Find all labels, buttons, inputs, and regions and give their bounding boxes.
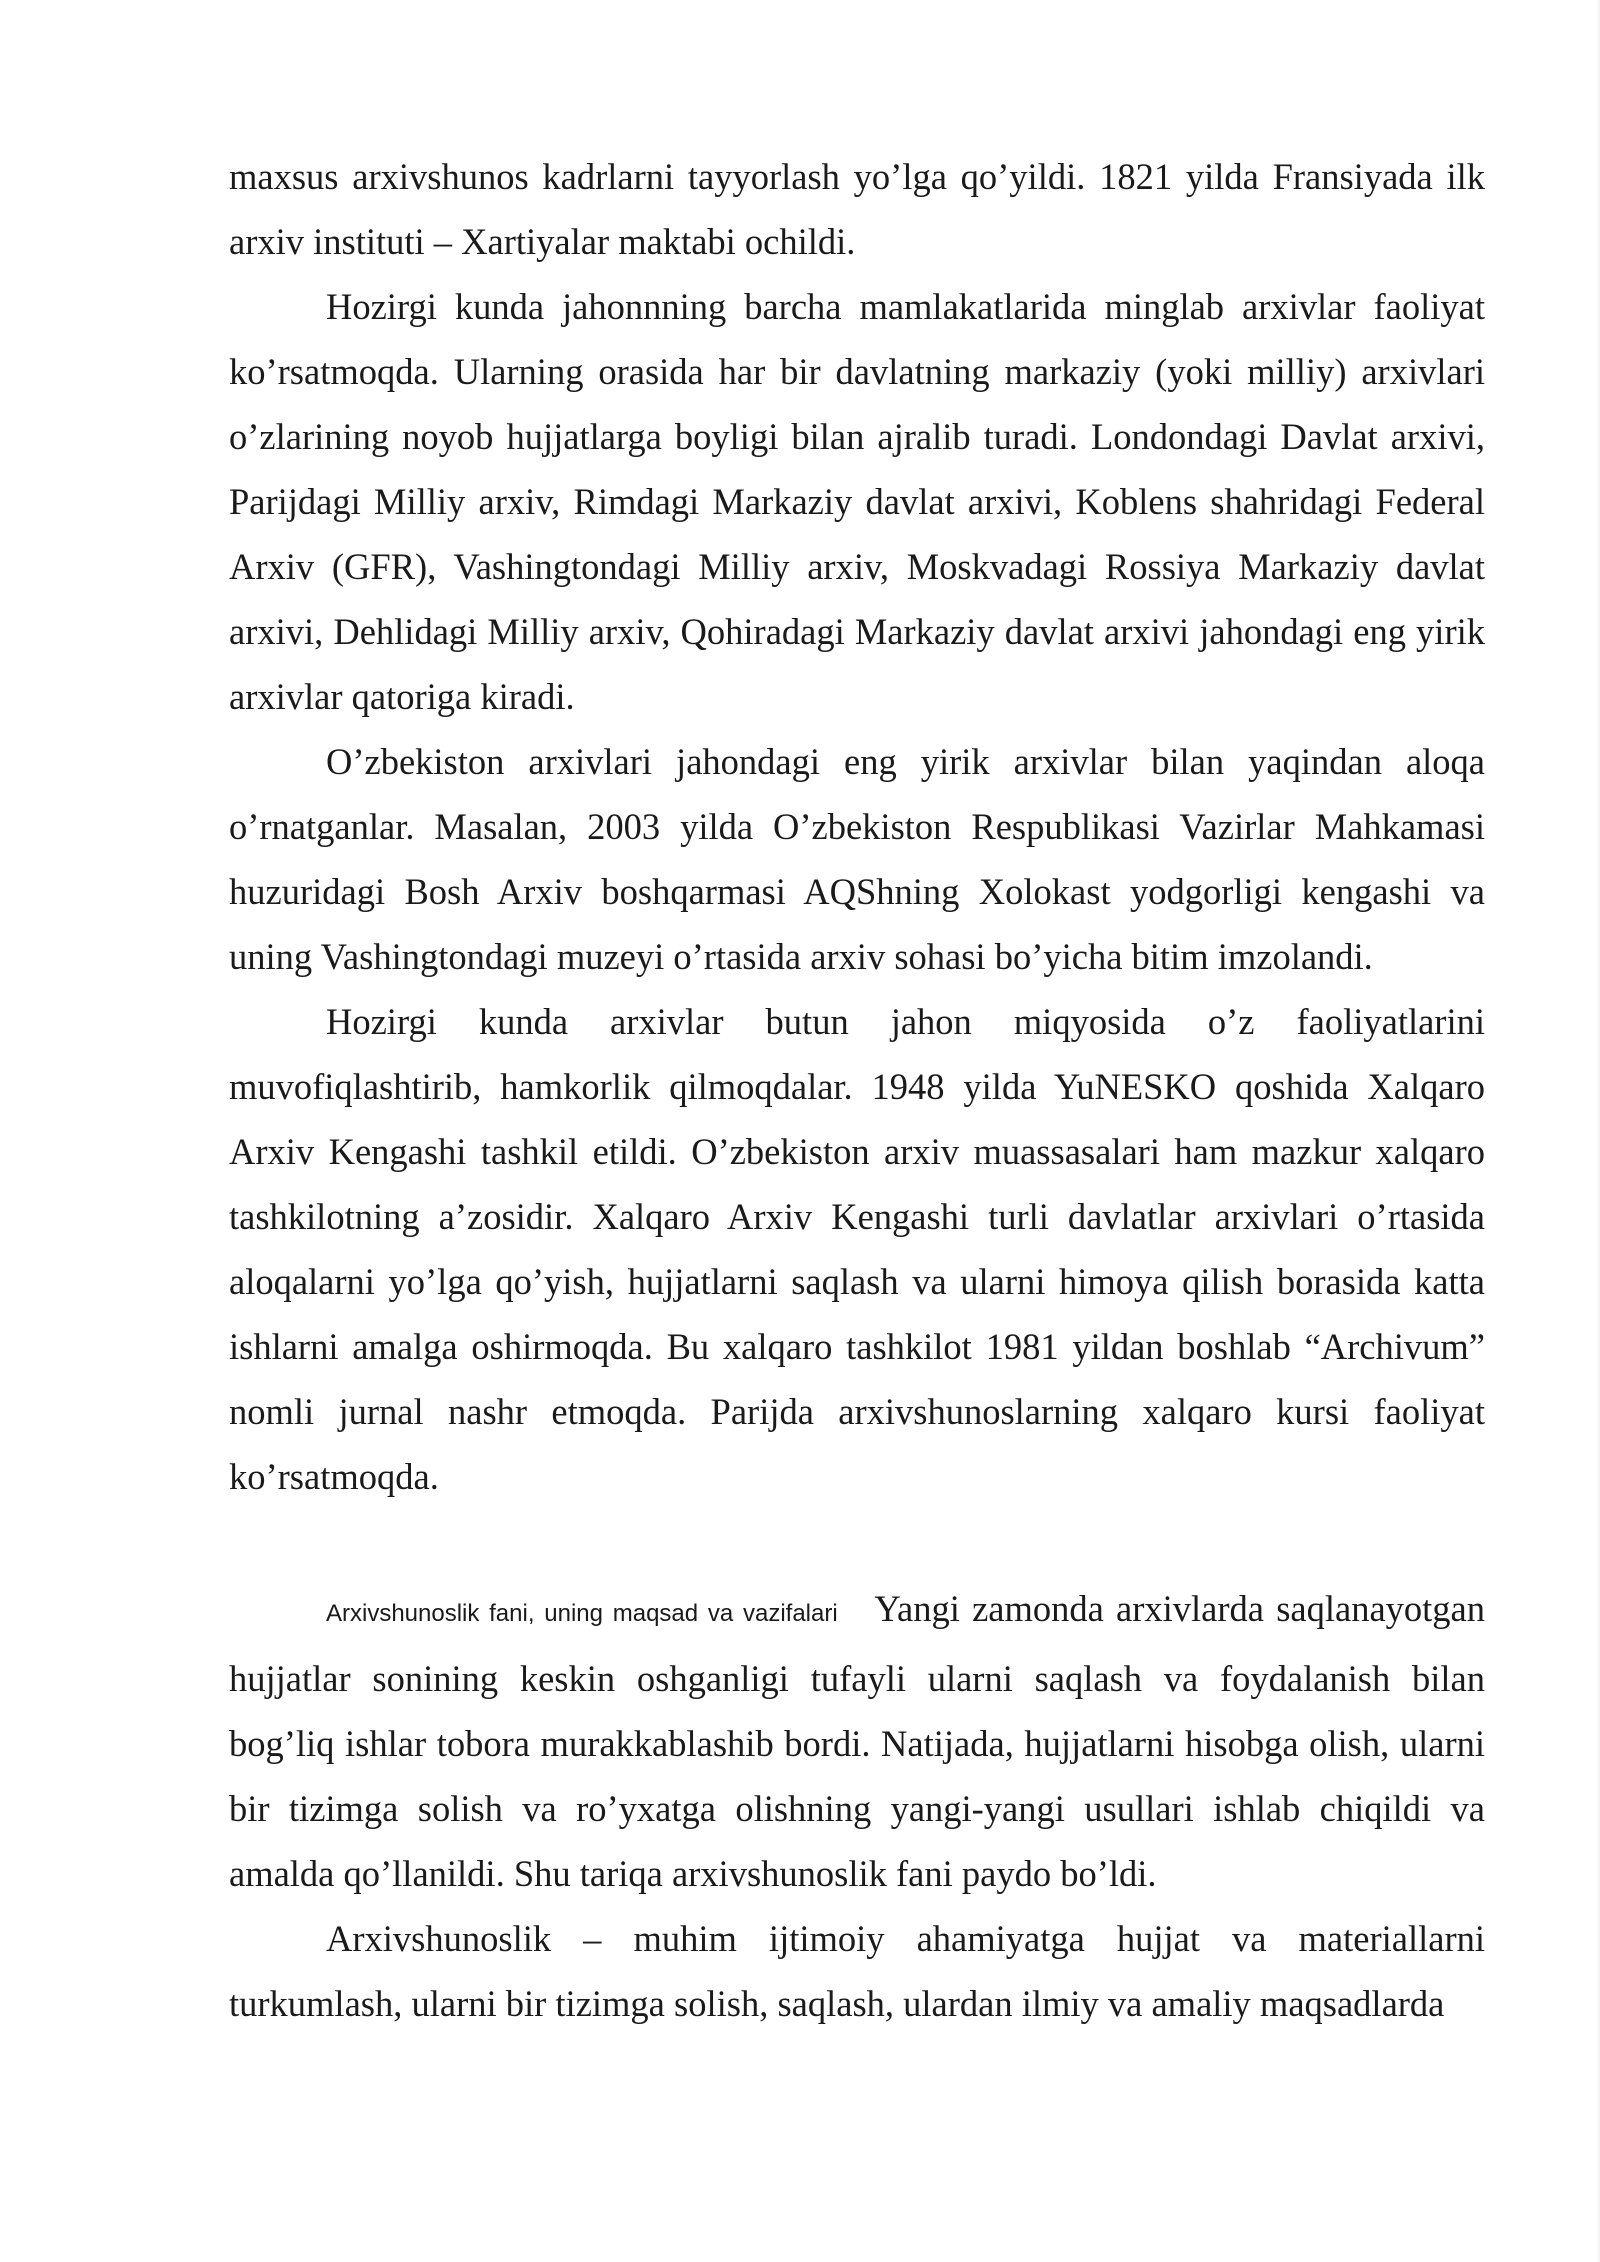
page-edge-shadow [1596,0,1600,2262]
paragraph-4: Hozirgi kunda arxivlar butun jahon miqyosida o’z faoliyatlarini muvofiqlashtirib, hamkorlik qilmoqdalar. 1948 yilda YuNESKO qoshida Xalqaro Arxiv Kengashi tashkil etildi. O’zbekiston arxiv muassasalari ham mazkur xalqaro tashkilotning a’zosidir. Xalqaro Arxiv Kengashi turli davlatlar arxivlari o’rtasida aloqalarni yo’lga qo’yish, hujjatlarni saqlash va ularni himoya qilish borasida katta ishlarni amalga oshirmoqda. Bu xalqaro tashkilot 1981 yildan boshlab “Archivum” nomli jurnal nashr etmoqda. Parijda arxivshunoslarning xalqaro kursi faoliyat ko’rsatmoqda. [229,1001,1485,1497]
document-body [229,144,1485,2036]
paragraph-3: O’zbekiston arxivlari jahondagi eng yirik arxivlar bilan yaqindan aloqa o’rnatganlar. Masalan, 2003 yilda O’zbekiston Respublikasi Vazirlar Mahkamasi huzuridagi Bosh Arxiv boshqarmasi AQShning Xolokast yodgorligi kengashi va uning Vashingtondagi muzeyi o’rtasida arxiv sohasi bo’yicha bitim imzolandi. [229,741,1485,977]
paragraph-1: maxsus arxivshunos kadrlarni tayyorlash yo’lga qo’yildi. 1821 yilda Fransiyada ilk arxiv instituti – Xartiyalar maktabi ochildi. [229,156,1485,262]
paragraph-2: Hozirgi kunda jahonnning barcha mamlakatlarida minglab arxivlar faoliyat ko’rsatmoqda. Ularning orasida har bir davlatning markaziy (yoki milliy) arxivlari o’zlarining noyob hujjatlarga boyligi bilan ajralib turadi. Londondagi Davlat arxivi, Parijdagi Milliy arxiv, Rimdagi Markaziy davlat arxivi, Koblens shahridagi Federal Arxiv (GFR), Vashingtondagi Milliy arxiv, Moskvadagi Rossiya Markaziy davlat arxivi, Dehlidagi Milliy arxiv, Qohiradagi Markaziy davlat arxivi jahondagi eng yirik arxivlar qatoriga kiradi. [229,286,1485,717]
section-first-paragraph-text: Yangi zamonda arxivlarda saqlanayotgan hujjatlar sonining keskin oshganligi tufayli ularni saqlash va foydalanish bilan bog’liq ishlar tobora murakkablashib bordi. Natijada, hujjatlarni hisobga olish, ularni bir tizimga solish va ro’yxatga olishning yangi-yangi usullari ishlab chiqildi va amalda qo’llanildi. Shu tariqa arxivshunoslik fani paydo bo’ldi. [229,1588,1485,1894]
section-first-paragraph [229,1576,1485,1906]
section-second-paragraph: Arxivshunoslik – muhim ijtimoiy ahamiyatga hujjat va materiallarni turkumlash, ularni bir tizimga solish, saqlash, ulardan ilmiy va amaliy maqsadlarda [229,1918,1485,2024]
section-heading: Arxivshunoslik fani, uning maqsad va vazifalari [326,1600,838,1627]
